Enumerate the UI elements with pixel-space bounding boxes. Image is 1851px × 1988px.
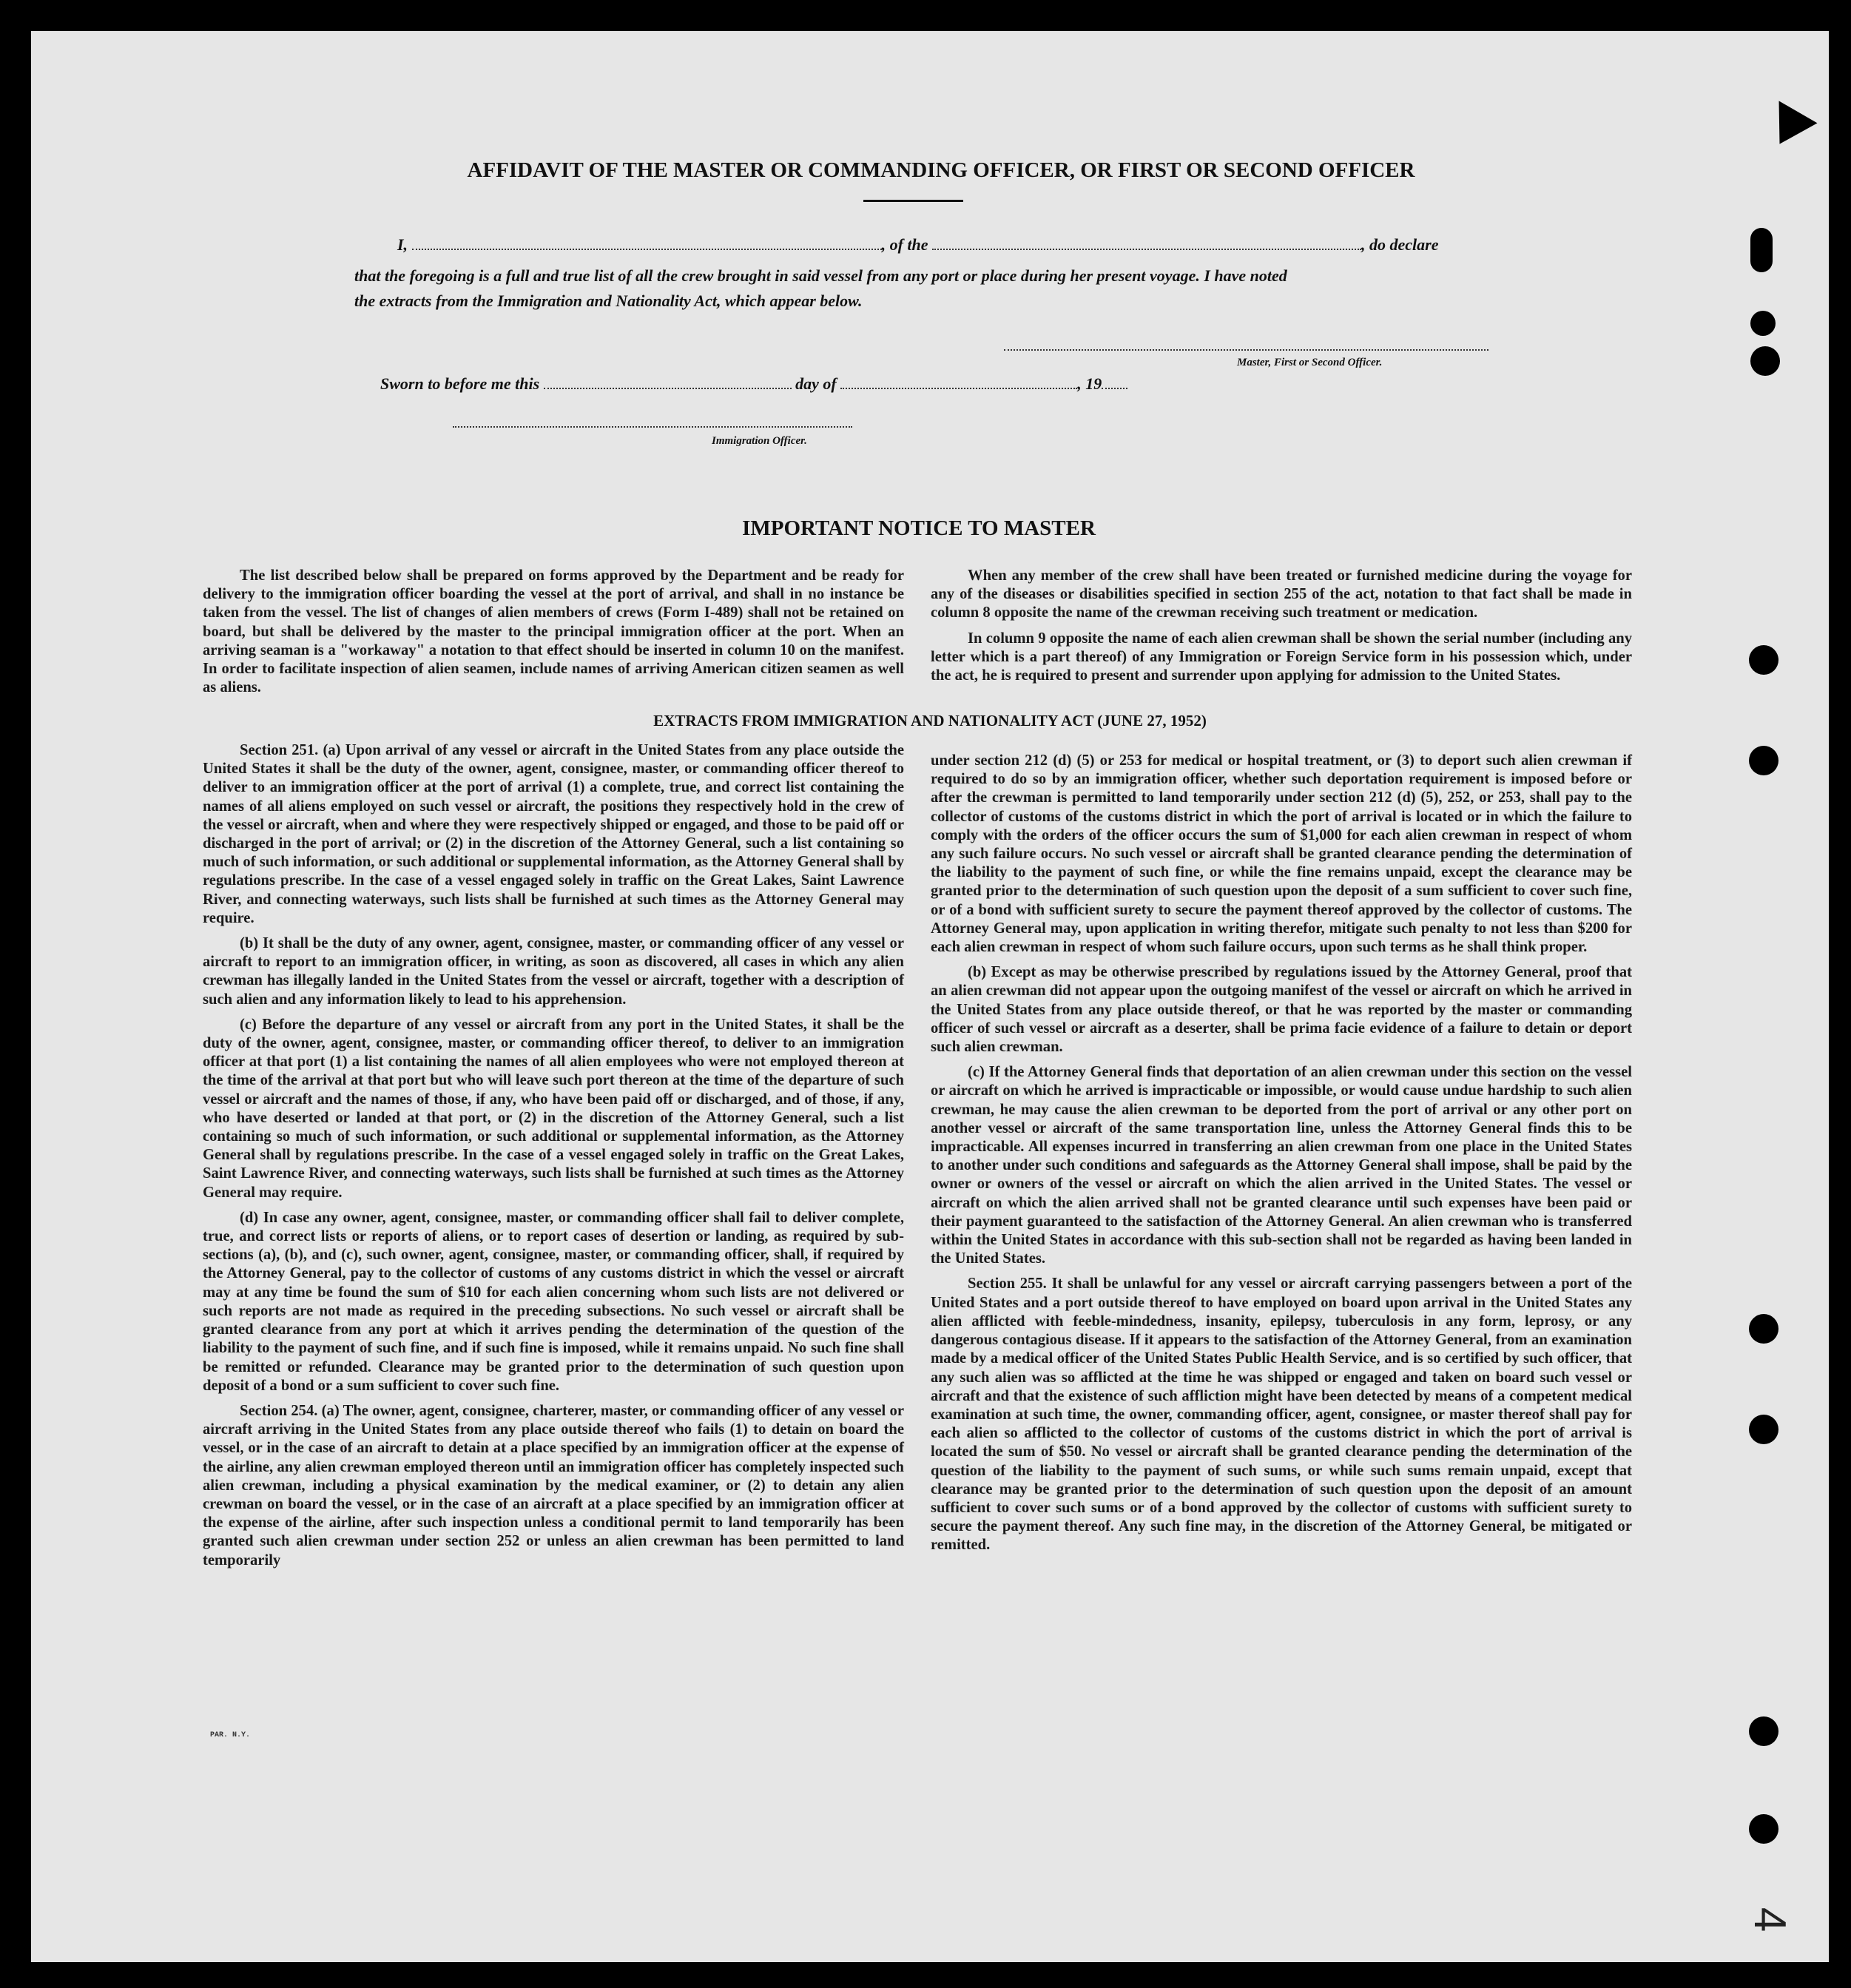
binder-hole [1750, 311, 1776, 336]
binder-hole [1750, 228, 1773, 272]
extracts-title: EXTRACTS FROM IMMIGRATION AND NATIONALITY ACT (JUNE 27, 1952) [653, 712, 1207, 730]
section-254a: Section 254. (a) The owner, agent, consignee, charterer, master, or commanding officer of any vessel or aircraft arriving in the United States from any place outside thereof who fails (1) to detain on board the vessel, or in the case of an aircraft to detain at a place specified by an immigration officer at the expense of the airline, any alien crewman employed thereon until an immigration officer has completely inspected such alien crewman, including a physical examination by the medical examiner, or (2) to detain any alien crewman on board the vessel, or in the case of an aircraft at a place specified by an immigration officer at the expense of the airline, after such inspection unless a conditional permit to land temporarily has been granted such alien crewman under section 252 or unless an alien crewman has been permitted to land temporarily [203, 1402, 904, 1569]
affidavit-body-1: that the foregoing is a full and true list of all the crew brought in said vessel from any port or place during her present voyage. I have noted [354, 266, 1287, 285]
year-label: , 19 [1077, 374, 1102, 393]
title-rule [863, 200, 963, 202]
vessel-blank[interactable] [932, 235, 1361, 250]
section-254b: (b) Except as may be otherwise prescribed by regulations issued by the Attorney General, proof that an alien crewman did not appear upon the outgoing manifest of the vessel or aircraft on which he arrived in the United States from any place outside thereof, or that he was reported by the master or commanding officer of such vessel or aircraft as a deserter, shall be prima facie evidence of a failure to detain or deport such alien crewman. [931, 964, 1632, 1056]
sworn-line [380, 374, 1127, 394]
binder-hole [1749, 1814, 1778, 1844]
sworn-day-blank[interactable] [544, 374, 792, 389]
extracts-right-column [931, 752, 1632, 1562]
notice-paragraph: The list described below shall be prepared on forms approved by the Department and be ready for delivery to the immigration officer boarding the vessel at the port of arrival, and shall in no instance be taken from the vessel. The list of changes of alien members of crews (Form I-489) shall not be retained on board, but shall be delivered by the master to the principal immigration officer at the port. When an arriving seaman is a "workaway" a notation to that effect should be inserted in column 10 on the manifest. In order to facilitate inspection of alien seamen, include names of arriving American citizen seamen as well as aliens. [203, 567, 904, 696]
notice-paragraph: When any member of the crew shall have been treated or furnished medicine during the voyage for any of the diseases or disabilities specified in section 255 of the act, notation to that fact shall be made in column 8 opposite the name of the crewman receiving such treatment or medication. [931, 567, 1632, 621]
officer-signature-label: Immigration Officer. [712, 435, 807, 447]
binder-hole [1750, 346, 1780, 376]
affidavit-line-1 [397, 235, 1438, 255]
master-signature-line[interactable] [1004, 336, 1488, 351]
section-251a: Section 251. (a) Upon arrival of any vessel or aircraft in the United States from any place outside the United States it shall be the duty of the owner, agent, consignee, master, or commanding officer thereof to deliver to an immigration officer at the port of arrival (1) a complete, true, and correct list containing the names of all aliens employed on such vessel or aircraft, the positions they respectively hold in the crew of the vessel or aircraft, when and where they were respectively shipped or engaged, and those to be paid off or discharged in the port of arrival; or (2) in the discretion of the Attorney General, such a list containing so much of such information, or such additional or supplemental information, as the Attorney General shall by regulations prescribe. In the case of a vessel engaged solely in traffic on the Great Lakes, Saint Lawrence River, and connecting waterways, such lists shall be furnished at such times as the Attorney General may require. [203, 742, 904, 926]
binder-hole [1749, 1415, 1778, 1444]
handwritten-page-number: 4 [1745, 1907, 1796, 1933]
sworn-label: Sworn to before me this [380, 374, 540, 393]
section-254c: (c) If the Attorney General finds that deportation of an alien crewman under this section on the vessel or aircraft on which he arrived is impracticable or impossible, or would cause undue hardship to such alien crewman, he may cause the alien crewman to be deported from the port of arrival or any other port on another vessel or aircraft of the same transportation line, unless the Attorney General finds this to be impracticable. All expenses incurred in transferring an alien crewman from one place in the United States to another under such conditions and safeguards as the Attorney General shall impose, shall be paid by the owner or owners of the vessel or aircraft on which the alien arrived in the United States. The vessel or aircraft on which the alien arrived shall not be granted clearance until such expenses have been paid or their payment guaranteed to the satisfaction of the Attorney General. An alien crewman who is transferred within the United States in accordance with this sub-section shall not be regarded as having been landed in the United States. [931, 1064, 1632, 1267]
name-blank[interactable] [412, 235, 882, 250]
sworn-month-blank[interactable] [840, 374, 1077, 389]
section-255: Section 255. It shall be unlawful for any vessel or aircraft carrying passengers between a port of the United States and a port outside thereof to have employed on board upon arrival in the United States any alien afflicted with feeble-mindedness, insanity, epilepsy, tuberculosis in any form, leprosy, or any dangerous contagious disease. If it appears to the satisfaction of the Attorney General, from an examination made by a medical officer of the United States Public Health Service, and is so certified by such officer, that any such alien was so afflicted at the time he was shipped or engaged and taken on board such vessel or aircraft and that the existence of such affliction might have been detected by means of a competent medical examination at such time, the owner, commanding officer, agent, consignee, or master thereof shall pay for each alien so afflicted to the collector of customs of the customs district in which the port of arrival is located the sum of $50. No vessel or aircraft shall be granted clearance pending the determination of the question of the liability to the payment of such sums, or while such sums remain unpaid, except that clearance may be granted prior to the determination of such question upon the deposit of an amount sufficient to cover such sums or of a bond approved by the collector of customs with sufficient surety to secure the payment thereof. Any such fine may, in the discretion of the Attorney General, be mitigated or remitted. [931, 1276, 1632, 1554]
binder-hole [1749, 1716, 1778, 1746]
notice-title: IMPORTANT NOTICE TO MASTER [742, 516, 1096, 540]
binder-hole [1749, 645, 1778, 675]
year-blank[interactable] [1102, 374, 1127, 389]
notice-paragraph: In column 9 opposite the name of each alien crewman shall be shown the serial number (including any letter which is a part thereof) of any Immigration or Foreign Service form in his possession which, under the act, he is required to present and surrender upon applying for admission to the United States. [931, 630, 1632, 684]
of-the-label: , of the [881, 235, 928, 254]
section-251c: (c) Before the departure of any vessel or aircraft from any port in the United States, it shall be the duty of the owner, agent, consignee, master, or commanding officer thereof, to deliver to an immigration officer at that port (1) a list containing the names of all alien employees who were not employed thereon at the time of the arrival at that port but who will leave such port thereon at the time of the departure of such vessel or aircraft and the names of those, if any, who have been paid off or discharged, and of those, if any, who have deserted or landed at that port, or (2) in the discretion of the Attorney General, such a list containing so much of such information, or such additional or supplemental information, as the Attorney General shall by regulations prescribe. In the case of a vessel engaged solely in traffic on the Great Lakes, Saint Lawrence River, and connecting waterways, such lists shall be furnished at such times as the Attorney General may require. [203, 1016, 904, 1201]
officer-signature-line[interactable] [453, 413, 852, 428]
notice-right-column [931, 567, 1632, 692]
day-of-label: day of [795, 374, 837, 393]
section-254a-continued: under section 212 (d) (5) or 253 for medical or hospital treatment, or (3) to deport such alien crewman if required to do so by an immigration officer, whether such deportation requirement is imposed before or after the crewman is permitted to land temporarily under section 212 (d) (5), 252, or 253, shall pay to the collector of customs of the customs district in which the port of arrival is located or in which the failure to comply with the orders of the officer occurs the sum of $1,000 for each alien crewman in respect of whom any such failure occurs. No such vessel or aircraft shall be granted clearance pending the determination of the liability to the payment of such fine, or while the fine remains unpaid, except the clearance may be granted prior to the determination of such question upon the deposit of a sum sufficient to cover such fine, or of a bond with sufficient surety to secure the payment thereof approved by the collector of customs. The Attorney General may, upon application in writing therefor, mitigate such penalty to not less than $200 for each alien crewman in respect of whom such failure occurs, upon such terms as he shall think proper. [931, 752, 1632, 956]
affidavit-body-2: the extracts from the Immigration and Nationality Act, which appear below. [354, 292, 863, 310]
section-251b: (b) It shall be the duty of any owner, agent, consignee, master, or commanding officer of any vessel or aircraft to report to an immigration officer, in writing, as soon as discovered, all cases in which any alien crewman has illegally landed in the United States from the vessel or aircraft, together with a description of such alien and any information likely to lead to his apprehension. [203, 935, 904, 1008]
master-signature-label: Master, First or Second Officer. [1237, 357, 1383, 368]
affidavit-i: I, [397, 235, 408, 254]
extracts-left-column [203, 741, 904, 1577]
binder-hole [1749, 1314, 1778, 1344]
section-251d: (d) In case any owner, agent, consignee, master, or commanding officer shall fail to deliver complete, true, and correct lists or reports of aliens, or to report cases of desertion or landing, as required by sub-sections (a), (b), and (c), such owner, agent, consignee, master, or commanding officer, shall, if required by the Attorney General, pay to the collector of customs of any customs district in which the vessel or aircraft may at any time be found the sum of $10 for each alien concerning whom such lists are not delivered or such reports are not made as required in the preceding subsections. No such vessel or aircraft shall be granted clearance from any port at which it arrives pending the determination of the question of the liability to the payment of such fine, and if such fine is imposed, while it remains unpaid. No such fine shall be remitted or refunded. Clearance may be granted prior to the determination of such question upon deposit of a bond or a sum sufficient to cover such fine. [203, 1209, 904, 1394]
affidavit-title: AFFIDAVIT OF THE MASTER OR COMMANDING OFFICER, OR FIRST OR SECOND OFFICER [467, 158, 1415, 182]
printer-mark: PAR. N.Y. [210, 1731, 251, 1739]
binder-hole [1749, 746, 1778, 775]
do-declare-label: , do declare [1361, 235, 1439, 254]
notice-left-column [203, 567, 904, 704]
document-page [31, 31, 1829, 1962]
